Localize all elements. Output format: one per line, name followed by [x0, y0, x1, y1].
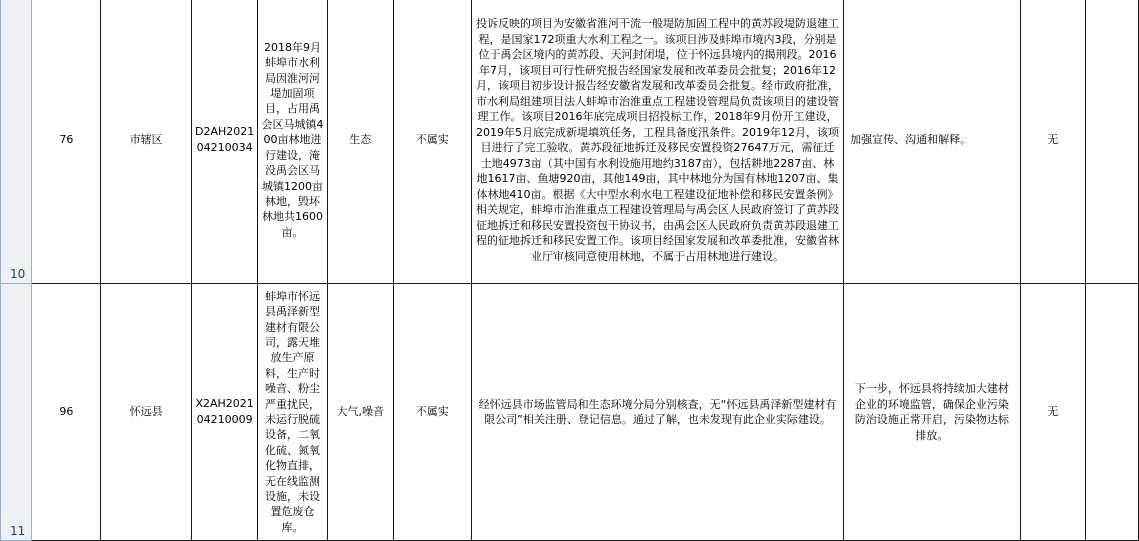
- measures-cell: 下一步，怀远县将持续加大建材企业的环境监管，确保企业污染防治设施正常开启，污染物达标排放。: [844, 284, 1020, 541]
- investigation-cell: 投诉反映的项目为安徽省淮河干流一般堤防加固工程中的黄苏段堤防退建工程，是国家172项重大水利工程之一。该项目涉及蚌埠市境内3段，分别是位于禹会区境内的黄苏段、天河封闭堤，位于怀远县境内的揭荆段。2016年7月，该项目可行性研究报告经国家发展和改革委员会批复；2016年12月，该项目初步设计报告经安徽省发展和改革委员会批复。经市政府批准，市水利局组建项目法人蚌埠市治淮重点工程建设管理局负责该项目的建设管理工作。该项目2016年底完成项目招投标工作，2018年9月份开工建设，2019年5月底完成新堤填筑任务，工程具备度汛条件。2019年12月，该项目进行了完工验收。黄苏段征地拆迁及移民安置投资27647万元，需征迁土地4973亩（其中国有水利设施用地约3187亩），包括耕地2287亩、林地1617亩、鱼塘920亩，其他149亩，其中林地分为国有林地1207亩、集体林地410亩。根据《大中型水利水电工程建设征地补偿和移民安置条例》相关规定，蚌埠市治淮重点工程建设管理局与禹会区人民政府签订了黄苏段征地拆迁和移民安置投资包干协议书，由禹会区人民政府负责黄苏段退建工程的征地拆迁和移民安置工作。该项目经国家发展和改革委批准，安徽省林业厅审核同意使用林地，不属于占用林地进行建设。: [471, 0, 843, 284]
- serial-cell: 76: [32, 0, 101, 284]
- issue-cell: 蚌埠市怀远县禹泽新型建材有限公司，露天堆放生产原料，生产时噪音、粉尘严重扰民，未运行脱硫设备，二氧化硫、氮氧化物直排，无在线监测设施，未设置危废仓库。: [258, 284, 328, 541]
- serial-cell: 96: [32, 284, 101, 541]
- empty-cell: [1086, 284, 1139, 541]
- case-code-cell: D2AH2021 04210034: [192, 0, 258, 284]
- accountability-cell: 无: [1020, 284, 1086, 541]
- issue-cell: 2018年9月蚌埠市水利局因淮河河堤加固项目，占用禹会区马城镇400亩林地进行建设，淹没禹会区马城镇1200亩林地，毁坏林地共1600亩。: [258, 0, 328, 284]
- investigation-cell: 经怀远县市场监管局和生态环境分局分别核查，无“怀远县禹泽新型建材有限公司”相关注册、登记信息。通过了解，也未发现有此企业实际建设。: [471, 284, 843, 541]
- measures-cell: 加强宣传、沟通和解释。: [844, 0, 1020, 284]
- verdict-cell: 不属实: [393, 284, 471, 541]
- empty-cell: [1086, 0, 1139, 284]
- category-cell: 生态: [327, 0, 393, 284]
- category-cell: 大气,噪音: [327, 284, 393, 541]
- verdict-cell: 不属实: [393, 0, 471, 284]
- row-index-cell: 11: [1, 284, 32, 541]
- district-cell: 怀远县: [101, 284, 192, 541]
- accountability-cell: 无: [1020, 0, 1086, 284]
- row-index-cell: 10: [1, 0, 32, 284]
- district-cell: 市辖区: [101, 0, 192, 284]
- table-row: [1, 284, 1139, 541]
- case-code-cell: X2AH2021 04210009: [192, 284, 258, 541]
- table-row: [1, 0, 1139, 284]
